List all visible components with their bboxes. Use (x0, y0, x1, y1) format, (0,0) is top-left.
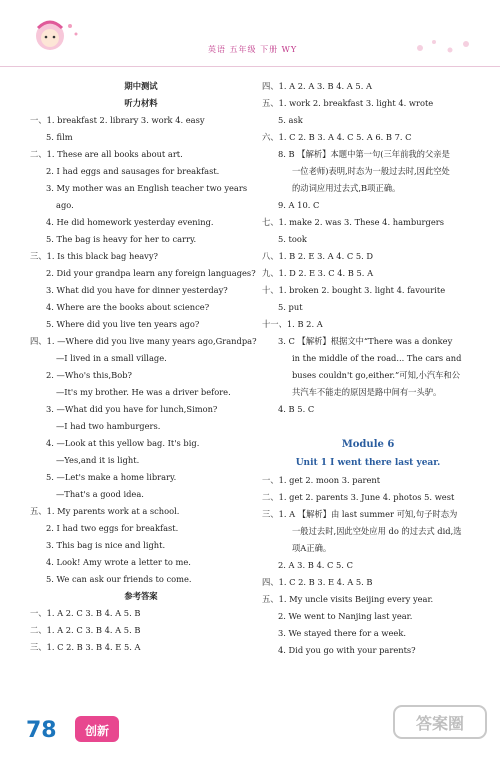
left-line: 听力材料 (124, 98, 158, 108)
header-title: 英语 五年级 下册 WY (208, 45, 298, 54)
decorative-flower-icon (410, 30, 480, 60)
left-line: 3. What did you have for dinner yesterday? (46, 285, 228, 295)
left-line: —That's a good idea. (56, 489, 144, 499)
logo-text: 创新 (84, 724, 110, 738)
left-line: 4. Where are the books about science? (46, 302, 210, 312)
right-line: 的动词应用过去式,B项正确。 (292, 183, 401, 193)
right-line: 四、1. A 2. A 3. B 4. A 5. A (262, 81, 372, 91)
right-line: 9. A 10. C (278, 200, 320, 210)
right-line: Unit 1 I went there last year. (295, 458, 441, 468)
left-line: 2. Did your grandpa learn any foreign languages? (46, 268, 256, 278)
right-line: 3. We stayed there for a week. (278, 628, 406, 638)
left-line: 4. Look! Amy wrote a letter to me. (46, 557, 191, 567)
right-line: 九、1. D 2. E 3. C 4. B 5. A (262, 268, 374, 278)
right-line (262, 418, 474, 435)
left-line: —It's my brother. He was a driver before. (56, 387, 231, 397)
right-line: 5. ask (278, 115, 303, 125)
right-line: 七、1. make 2. was 3. These 4. hamburgers (262, 217, 444, 227)
left-column (30, 78, 257, 656)
left-line: 4. —Look at this yellow bag. It's big. (46, 438, 200, 448)
right-line: 5. took (278, 234, 307, 244)
right-line: 2. A 3. B 4. C 5. C (278, 560, 353, 570)
right-line: 六、1. C 2. B 3. A 4. C 5. A 6. B 7. C (262, 132, 412, 142)
brand-logo-icon (74, 712, 120, 746)
watermark-logo-icon (390, 700, 490, 752)
left-line: 3. This bag is nice and light. (46, 540, 166, 550)
left-line: 四、1. —Where did you live many years ago,Grandpa? (30, 336, 257, 346)
left-line: 3. —What did you have for lunch,Simon? (46, 404, 218, 414)
right-line: 3. C 【解析】根据文中“There was a donkey (278, 336, 453, 346)
page-number: 78 (26, 718, 57, 743)
left-line: 一、1. A 2. C 3. B 4. A 5. B (30, 608, 141, 618)
left-line: 二、1. These are all books about art. (30, 149, 183, 159)
left-line: 5. We can ask our friends to come. (46, 574, 192, 584)
right-line: 5. put (278, 302, 303, 312)
right-line: 五、1. My uncle visits Beijing every year. (262, 594, 434, 604)
left-line: 三、1. Is this black bag heavy? (30, 251, 158, 261)
right-line: 项A正确。 (292, 543, 332, 553)
right-line: 三、1. A 【解析】由 last summer 可知,句子时态为 (262, 509, 458, 519)
left-line: ago. (56, 200, 74, 210)
cartoon-girl-icon (28, 14, 88, 62)
right-line: 2. We went to Nanjing last year. (278, 611, 413, 621)
left-line: 5. film (46, 132, 73, 142)
right-line: 五、1. work 2. breakfast 3. light 4. wrote (262, 98, 434, 108)
right-line: 二、1. get 2. parents 3. June 4. photos 5. west (262, 492, 455, 502)
watermark-text: 答案圈 (415, 714, 465, 733)
left-line: 期中测试 (124, 81, 158, 91)
right-line: 一位老师)表明,时态为一般过去时,因此空处 (292, 166, 450, 176)
left-line: 2. I had eggs and sausages for breakfast. (46, 166, 220, 176)
left-line: 二、1. A 2. C 3. B 4. A 5. B (30, 625, 141, 635)
left-line: —I lived in a small village. (56, 353, 167, 363)
right-line: Module 6 (341, 439, 395, 450)
right-line: 4. B 5. C (278, 404, 315, 414)
right-line: 四、1. C 2. B 3. E 4. A 5. B (262, 577, 373, 587)
left-line: 五、1. My parents work at a school. (30, 506, 180, 516)
right-line: 十、1. broken 2. bought 3. light 4. favourite (262, 285, 446, 295)
right-line: 八、1. B 2. E 3. A 4. C 5. D (262, 251, 374, 261)
left-line: 三、1. C 2. B 3. B 4. E 5. A (30, 642, 141, 652)
right-line: 一、1. get 2. moon 3. parent (262, 475, 381, 485)
header-divider (0, 66, 500, 67)
right-line: in the middle of the road... The cars and (292, 353, 462, 363)
left-line: —I had two hamburgers. (56, 421, 161, 431)
left-line: 2. I had two eggs for breakfast. (46, 523, 179, 533)
right-line: 一般过去时,因此空处应用 do 的过去式 did,选 (292, 526, 462, 536)
right-line: 8. B 【解析】本题中第一句(三年前我的父亲是 (278, 149, 450, 159)
left-line: 5. The bag is heavy for her to carry. (46, 234, 197, 244)
right-column (262, 78, 474, 659)
left-line: 4. He did homework yesterday evening. (46, 217, 214, 227)
right-line: 十一、1. B 2. A (262, 319, 323, 329)
right-line: 4. Did you go with your parents? (278, 645, 416, 655)
left-line: 2. —Who's this,Bob? (46, 370, 132, 380)
right-line: buses couldn't go,either.”可知,小汽车和公 (292, 370, 461, 380)
left-line: 5. —Let's make a home library. (46, 472, 177, 482)
right-line: 共汽车不能走的原因是路中间有一头驴。 (292, 387, 442, 397)
left-line: —Yes,and it is light. (56, 455, 140, 465)
left-line: 5. Where did you live ten years ago? (46, 319, 200, 329)
left-line: 一、1. breakfast 2. library 3. work 4. easy (30, 115, 205, 125)
page-header (0, 0, 500, 62)
left-line: 3. My mother was an English teacher two years (46, 183, 248, 193)
left-line: 参考答案 (124, 591, 158, 601)
